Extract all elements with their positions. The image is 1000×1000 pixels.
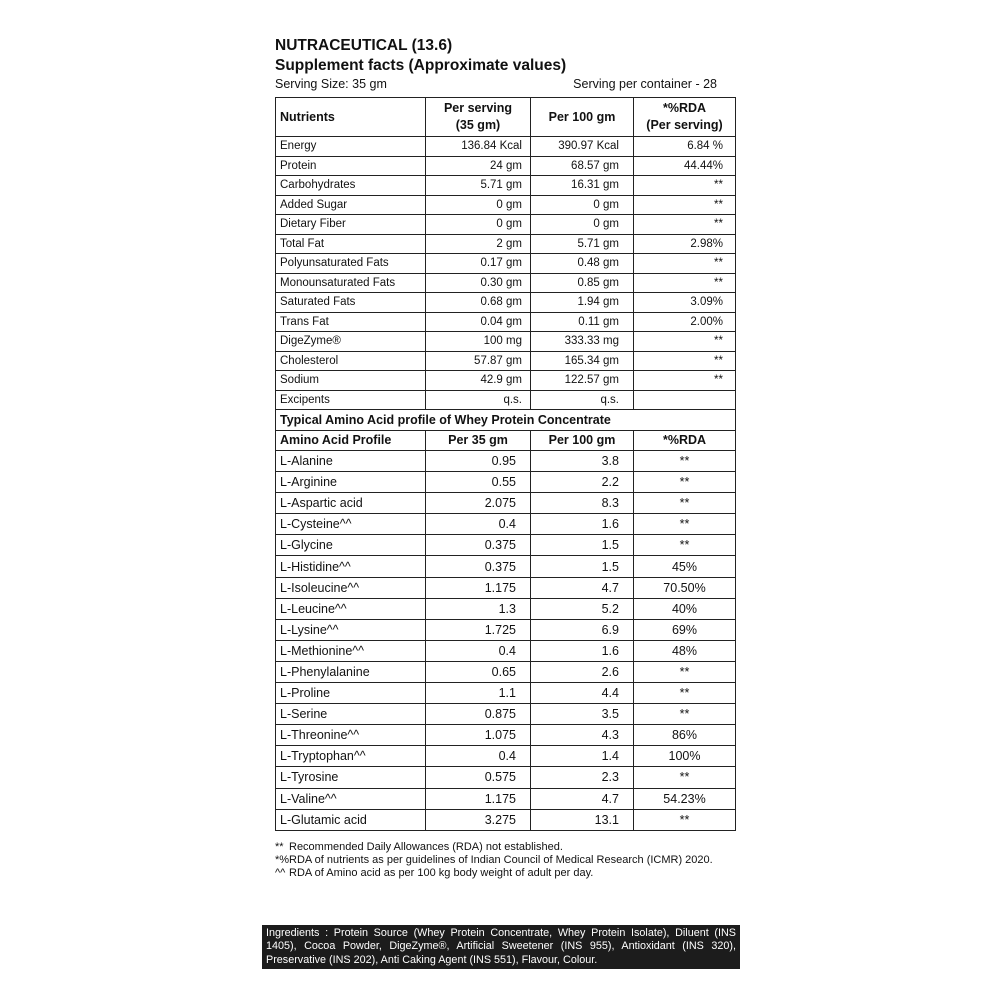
footnote	[275, 854, 735, 867]
amino-per-100: 2.2	[531, 472, 634, 493]
amino-rda: **	[634, 661, 736, 682]
amino-per-100: 4.7	[531, 788, 634, 809]
nutrient-row	[276, 195, 736, 215]
amino-rda: **	[634, 704, 736, 725]
nutrient-per-100: 165.34 gm	[531, 351, 634, 371]
amino-row	[276, 704, 736, 725]
amino-per-100: 1.5	[531, 556, 634, 577]
amino-per-35: 1.725	[426, 619, 531, 640]
col-header-amino-per-100: Per 100 gm	[531, 430, 634, 451]
nutrient-rda: **	[634, 215, 736, 235]
nutrient-per-serving: 0 gm	[426, 195, 531, 215]
amino-per-100: 1.5	[531, 535, 634, 556]
nutrient-per-serving: 42.9 gm	[426, 371, 531, 391]
amino-rda: **	[634, 493, 736, 514]
amino-per-35: 0.375	[426, 556, 531, 577]
amino-row	[276, 451, 736, 472]
footnote-mark: *%	[275, 853, 290, 866]
ingredients-box: Ingredients : Protein Source (Whey Protein Concentrate, Whey Protein Isolate), Diluent (INS 1405), Cocoa Powder, DigeZyme®, Artificial Sweetener (INS 955), Antioxidant (INS 320), Preservative (INS 202), Anti Caking Agent (INS 551), Flavour, Colour.	[262, 925, 740, 969]
col-header-amino: Amino Acid Profile	[276, 430, 426, 451]
amino-row	[276, 767, 736, 788]
amino-per-100: 1.6	[531, 640, 634, 661]
amino-section-title: Typical Amino Acid profile of Whey Protein Concentrate	[276, 410, 736, 431]
amino-row	[276, 640, 736, 661]
nutrient-per-serving: 5.71 gm	[426, 176, 531, 196]
footnote-mark: **	[275, 840, 284, 853]
amino-row	[276, 725, 736, 746]
amino-per-100: 2.6	[531, 661, 634, 682]
nutrient-row	[276, 390, 736, 410]
nutrient-per-serving: 24 gm	[426, 156, 531, 176]
amino-per-35: 0.4	[426, 514, 531, 535]
amino-per-100: 2.3	[531, 767, 634, 788]
amino-per-35: 0.65	[426, 661, 531, 682]
amino-per-100: 3.5	[531, 704, 634, 725]
amino-name: L-Serine	[276, 704, 426, 725]
amino-name: L-Glutamic acid	[276, 809, 426, 830]
amino-name: L-Cysteine^^	[276, 514, 426, 535]
nutrient-rda: 3.09%	[634, 293, 736, 313]
footnote-text: RDA of Amino acid as per 100 kg body weight of adult per day.	[289, 866, 594, 879]
amino-per-35: 1.175	[426, 788, 531, 809]
nutrient-per-serving: 136.84 Kcal	[426, 137, 531, 157]
amino-name: L-Threonine^^	[276, 725, 426, 746]
nutrient-per-100: 0 gm	[531, 195, 634, 215]
nutrient-name: Total Fat	[276, 234, 426, 254]
nutrient-header-row	[276, 98, 736, 137]
nutrient-per-serving: 2 gm	[426, 234, 531, 254]
nutrient-rda: **	[634, 273, 736, 293]
nutrient-row	[276, 351, 736, 371]
nutrient-rda: **	[634, 351, 736, 371]
nutrient-name: Polyunsaturated Fats	[276, 254, 426, 274]
nutrient-rda: **	[634, 254, 736, 274]
nutrient-per-serving: 0 gm	[426, 215, 531, 235]
amino-name: L-Proline	[276, 683, 426, 704]
nutrient-row	[276, 371, 736, 391]
footnote-mark: ^^	[275, 866, 286, 879]
amino-per-35: 0.4	[426, 746, 531, 767]
nutrient-row	[276, 293, 736, 313]
footnote-text: RDA of nutrients as per guidelines of Indian Council of Medical Research (ICMR) 2020.	[289, 853, 713, 866]
amino-per-35: 0.375	[426, 535, 531, 556]
nutrient-row	[276, 254, 736, 274]
serving-line	[275, 76, 735, 92]
amino-per-100: 4.7	[531, 577, 634, 598]
nutrient-per-serving: q.s.	[426, 390, 531, 410]
amino-name: L-Lysine^^	[276, 619, 426, 640]
nutrient-rda: 2.98%	[634, 234, 736, 254]
amino-name: L-Alanine	[276, 451, 426, 472]
nutrient-rda: 6.84 %	[634, 137, 736, 157]
nutrient-per-100: 0.11 gm	[531, 312, 634, 332]
amino-name: L-Isoleucine^^	[276, 577, 426, 598]
nutrient-per-100: 1.94 gm	[531, 293, 634, 313]
amino-rda: **	[634, 535, 736, 556]
servings-per-container: Serving per container - 28	[573, 77, 717, 91]
nutrient-per-serving: 0.30 gm	[426, 273, 531, 293]
amino-per-35: 0.875	[426, 704, 531, 725]
nutrient-per-100: 16.31 gm	[531, 176, 634, 196]
amino-row	[276, 493, 736, 514]
nutrient-rda: **	[634, 332, 736, 352]
nutrient-rda	[634, 390, 736, 410]
nutrient-per-serving: 0.17 gm	[426, 254, 531, 274]
nutrient-name: Monounsaturated Fats	[276, 273, 426, 293]
amino-name: L-Leucine^^	[276, 598, 426, 619]
amino-row	[276, 472, 736, 493]
amino-row	[276, 746, 736, 767]
nutrient-per-100: 122.57 gm	[531, 371, 634, 391]
nutrient-per-serving: 0.04 gm	[426, 312, 531, 332]
amino-per-100: 8.3	[531, 493, 634, 514]
nutrient-name: Saturated Fats	[276, 293, 426, 313]
nutrient-per-100: 68.57 gm	[531, 156, 634, 176]
nutrient-rda: 44.44%	[634, 156, 736, 176]
amino-rows	[276, 451, 736, 831]
nutrient-per-100: 0.85 gm	[531, 273, 634, 293]
brand-title: NUTRACEUTICAL (13.6)	[275, 37, 453, 54]
nutrient-rda: **	[634, 371, 736, 391]
amino-per-100: 6.9	[531, 619, 634, 640]
amino-row	[276, 619, 736, 640]
supplement-facts-label	[275, 36, 735, 880]
nutrient-name: Protein	[276, 156, 426, 176]
amino-rda: 70.50%	[634, 577, 736, 598]
amino-name: L-Methionine^^	[276, 640, 426, 661]
amino-row	[276, 788, 736, 809]
amino-row	[276, 556, 736, 577]
amino-per-100: 4.4	[531, 683, 634, 704]
amino-per-35: 1.1	[426, 683, 531, 704]
footnote	[275, 841, 735, 854]
nutrient-per-100: 5.71 gm	[531, 234, 634, 254]
amino-name: L-Histidine^^	[276, 556, 426, 577]
serving-size: Serving Size: 35 gm	[275, 77, 387, 91]
col-header-per-serving: Per serving (35 gm)	[426, 98, 531, 137]
amino-per-35: 0.95	[426, 451, 531, 472]
amino-rda: 40%	[634, 598, 736, 619]
footnotes	[275, 841, 735, 880]
amino-name: L-Valine^^	[276, 788, 426, 809]
nutrient-per-100: 0.48 gm	[531, 254, 634, 274]
nutrient-name: Carbohydrates	[276, 176, 426, 196]
amino-per-100: 3.8	[531, 451, 634, 472]
amino-name: L-Tryptophan^^	[276, 746, 426, 767]
nutrient-name: Added Sugar	[276, 195, 426, 215]
amino-per-35: 0.4	[426, 640, 531, 661]
amino-rda: **	[634, 472, 736, 493]
amino-per-35: 1.075	[426, 725, 531, 746]
col-header-amino-rda: *%RDA	[634, 430, 736, 451]
facts-subtitle: Supplement facts (Approximate values)	[275, 57, 567, 74]
nutrient-name: Trans Fat	[276, 312, 426, 332]
nutrient-per-serving: 0.68 gm	[426, 293, 531, 313]
amino-row	[276, 598, 736, 619]
amino-per-100: 1.6	[531, 514, 634, 535]
amino-name: L-Phenylalanine	[276, 661, 426, 682]
amino-header-row	[276, 430, 736, 451]
amino-per-35: 1.3	[426, 598, 531, 619]
nutrient-per-100: 333.33 mg	[531, 332, 634, 352]
amino-rda: 48%	[634, 640, 736, 661]
nutrient-row	[276, 273, 736, 293]
amino-name: L-Arginine	[276, 472, 426, 493]
amino-rda: 69%	[634, 619, 736, 640]
nutrient-row	[276, 215, 736, 235]
amino-row	[276, 683, 736, 704]
amino-rda: 54.23%	[634, 788, 736, 809]
nutrient-per-serving: 57.87 gm	[426, 351, 531, 371]
nutrient-per-100: q.s.	[531, 390, 634, 410]
amino-per-35: 2.075	[426, 493, 531, 514]
amino-row	[276, 535, 736, 556]
amino-per-100: 5.2	[531, 598, 634, 619]
nutrient-name: Energy	[276, 137, 426, 157]
col-header-nutrients: Nutrients	[276, 98, 426, 137]
nutrient-row	[276, 332, 736, 352]
amino-per-35: 3.275	[426, 809, 531, 830]
nutrient-rows	[276, 137, 736, 410]
amino-per-35: 0.55	[426, 472, 531, 493]
footnote-text: Recommended Daily Allowances (RDA) not established.	[289, 840, 563, 853]
amino-name: L-Tyrosine	[276, 767, 426, 788]
amino-row	[276, 809, 736, 830]
amino-row	[276, 514, 736, 535]
nutrient-name: Dietary Fiber	[276, 215, 426, 235]
amino-rda: **	[634, 809, 736, 830]
amino-rda: **	[634, 451, 736, 472]
amino-rda: 86%	[634, 725, 736, 746]
amino-per-35: 0.575	[426, 767, 531, 788]
col-header-rda: *%RDA (Per serving)	[634, 98, 736, 137]
amino-rda: 100%	[634, 746, 736, 767]
amino-row	[276, 577, 736, 598]
nutrient-per-serving: 100 mg	[426, 332, 531, 352]
amino-row	[276, 661, 736, 682]
nutrition-table	[275, 97, 736, 831]
nutrient-row	[276, 176, 736, 196]
nutrient-name: Excipents	[276, 390, 426, 410]
nutrient-row	[276, 234, 736, 254]
amino-per-100: 4.3	[531, 725, 634, 746]
amino-rda: 45%	[634, 556, 736, 577]
nutrient-name: Cholesterol	[276, 351, 426, 371]
amino-name: L-Glycine	[276, 535, 426, 556]
amino-per-100: 13.1	[531, 809, 634, 830]
amino-section-row	[276, 410, 736, 431]
nutrient-rda: **	[634, 176, 736, 196]
col-header-per-35: Per 35 gm	[426, 430, 531, 451]
nutrient-per-100: 0 gm	[531, 215, 634, 235]
nutrient-name: DigeZyme®	[276, 332, 426, 352]
amino-rda: **	[634, 514, 736, 535]
nutrient-row	[276, 312, 736, 332]
amino-rda: **	[634, 683, 736, 704]
nutrient-rda: 2.00%	[634, 312, 736, 332]
nutrient-row	[276, 156, 736, 176]
amino-per-35: 1.175	[426, 577, 531, 598]
amino-per-100: 1.4	[531, 746, 634, 767]
nutrient-rda: **	[634, 195, 736, 215]
amino-name: L-Aspartic acid	[276, 493, 426, 514]
col-header-per-100: Per 100 gm	[531, 98, 634, 137]
footnote	[275, 867, 735, 880]
nutrient-per-100: 390.97 Kcal	[531, 137, 634, 157]
nutrient-name: Sodium	[276, 371, 426, 391]
nutrient-row	[276, 137, 736, 157]
amino-rda: **	[634, 767, 736, 788]
